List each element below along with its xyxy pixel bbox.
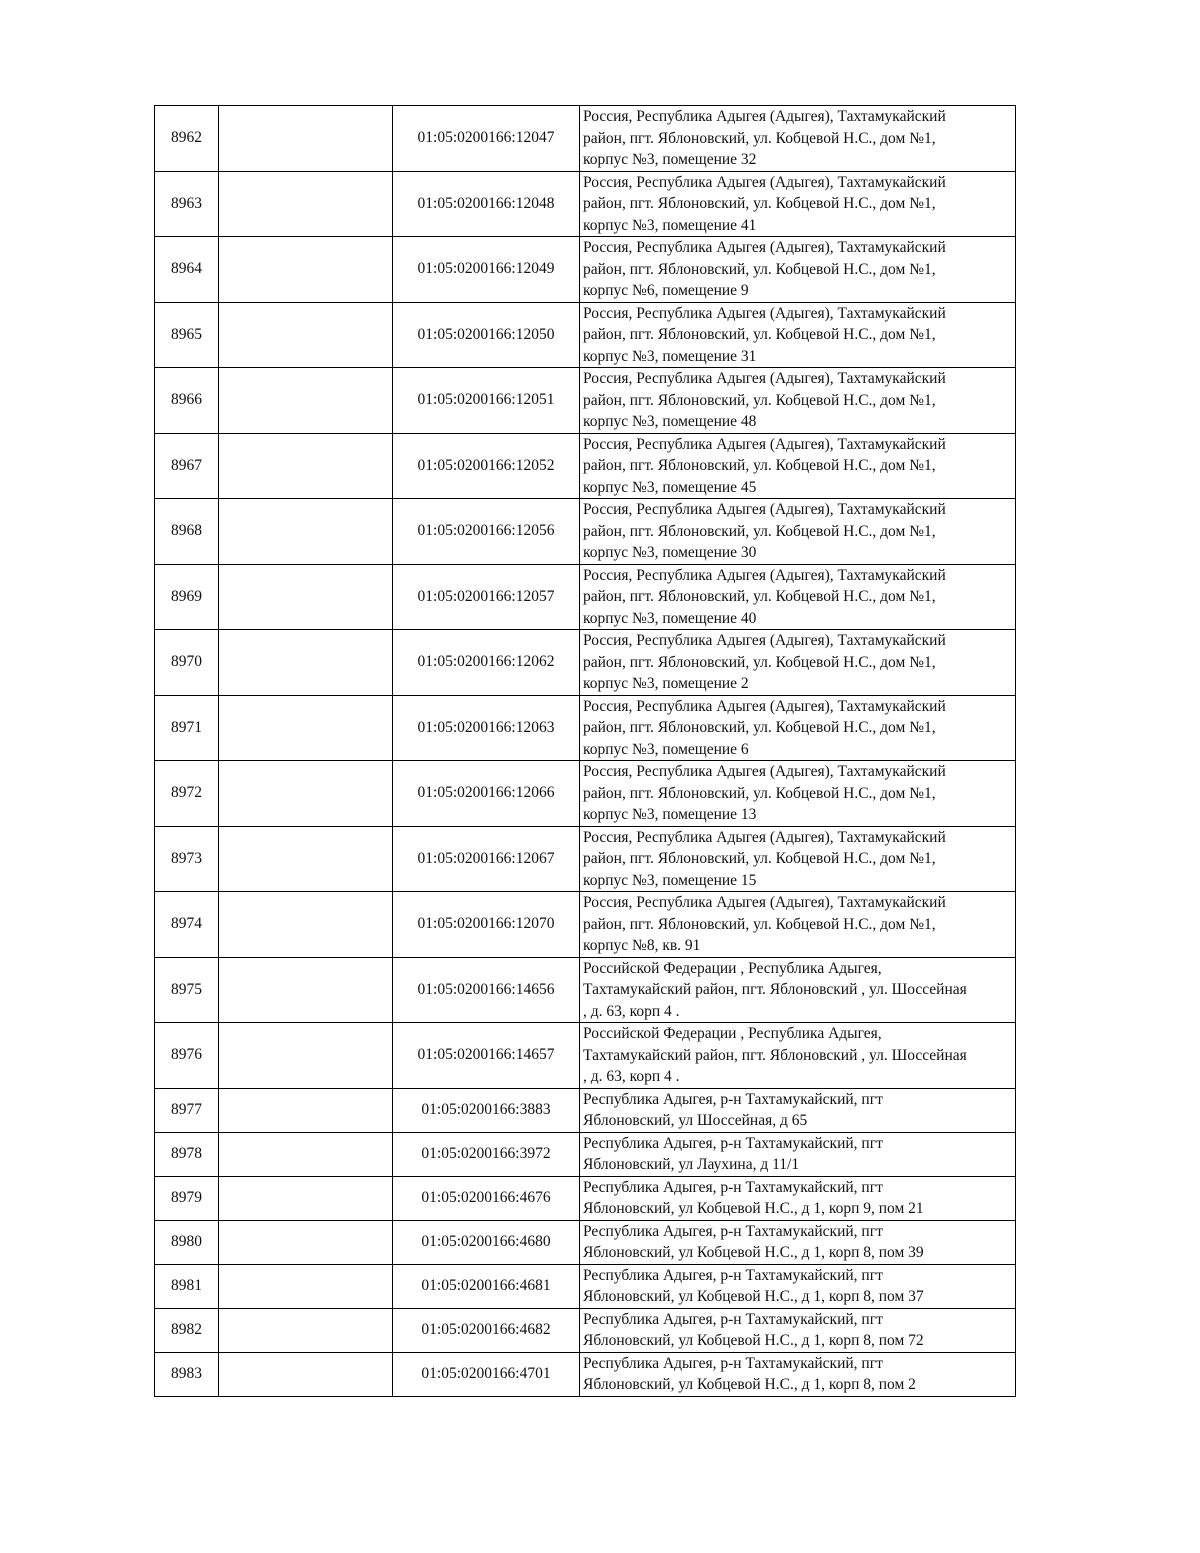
address-cell: Россия, Республика Адыгея (Адыгея), Тахтамукайский район, пгт. Яблоновский, ул. Кобцевой Н.С., дом №1, корпус №3, помещение 32 (580, 106, 1016, 172)
blank-cell (219, 630, 393, 696)
blank-cell (219, 564, 393, 630)
address-cell: Республика Адыгея, р-н Тахтамукайский, пгт Яблоновский, ул Шоссейная, д 65 (580, 1088, 1016, 1132)
address-cell: Россия, Республика Адыгея (Адыгея), Тахтамукайский район, пгт. Яблоновский, ул. Кобцевой Н.С., дом №1, корпус №3, помещение 31 (580, 302, 1016, 368)
cadastral-number-cell: 01:05:0200166:12066 (393, 761, 580, 827)
table-row (155, 106, 1016, 172)
cadastral-number-cell: 01:05:0200166:4682 (393, 1308, 580, 1352)
blank-cell (219, 695, 393, 761)
registry-table-body (155, 106, 1016, 1397)
table-row (155, 630, 1016, 696)
cadastral-number-cell: 01:05:0200166:12050 (393, 302, 580, 368)
blank-cell (219, 1176, 393, 1220)
blank-cell (219, 1352, 393, 1396)
row-number-cell: 8973 (155, 826, 219, 892)
cadastral-number-cell: 01:05:0200166:14656 (393, 957, 580, 1023)
row-number-cell: 8969 (155, 564, 219, 630)
address-cell: Россия, Республика Адыгея (Адыгея), Тахтамукайский район, пгт. Яблоновский, ул. Кобцевой Н.С., дом №1, корпус №3, помещение 6 (580, 695, 1016, 761)
address-cell: Республика Адыгея, р-н Тахтамукайский, пгт Яблоновский, ул Кобцевой Н.С., д 1, корп 9, пом 21 (580, 1176, 1016, 1220)
cadastral-number-cell: 01:05:0200166:4701 (393, 1352, 580, 1396)
table-row (155, 761, 1016, 827)
address-cell: Россия, Республика Адыгея (Адыгея), Тахтамукайский район, пгт. Яблоновский, ул. Кобцевой Н.С., дом №1, корпус №3, помещение 30 (580, 499, 1016, 565)
blank-cell (219, 1264, 393, 1308)
address-cell: Россия, Республика Адыгея (Адыгея), Тахтамукайский район, пгт. Яблоновский, ул. Кобцевой Н.С., дом №1, корпус №3, помещение 41 (580, 171, 1016, 237)
table-row (155, 892, 1016, 958)
row-number-cell: 8962 (155, 106, 219, 172)
table-row (155, 1264, 1016, 1308)
cadastral-number-cell: 01:05:0200166:3972 (393, 1132, 580, 1176)
blank-cell (219, 826, 393, 892)
cadastral-number-cell: 01:05:0200166:4676 (393, 1176, 580, 1220)
cadastral-number-cell: 01:05:0200166:12048 (393, 171, 580, 237)
blank-cell (219, 499, 393, 565)
address-cell: Республика Адыгея, р-н Тахтамукайский, пгт Яблоновский, ул Лаухина, д 11/1 (580, 1132, 1016, 1176)
table-row (155, 171, 1016, 237)
cadastral-number-cell: 01:05:0200166:12057 (393, 564, 580, 630)
row-number-cell: 8981 (155, 1264, 219, 1308)
address-cell: Россия, Республика Адыгея (Адыгея), Тахтамукайский район, пгт. Яблоновский, ул. Кобцевой Н.С., дом №1, корпус №3, помещение 48 (580, 368, 1016, 434)
table-row (155, 499, 1016, 565)
row-number-cell: 8964 (155, 237, 219, 303)
cadastral-number-cell: 01:05:0200166:3883 (393, 1088, 580, 1132)
table-row (155, 1308, 1016, 1352)
blank-cell (219, 237, 393, 303)
table-row (155, 695, 1016, 761)
cadastral-number-cell: 01:05:0200166:12047 (393, 106, 580, 172)
blank-cell (219, 1220, 393, 1264)
blank-cell (219, 1088, 393, 1132)
table-row (155, 1176, 1016, 1220)
table-row (155, 1220, 1016, 1264)
cadastral-number-cell: 01:05:0200166:14657 (393, 1023, 580, 1089)
row-number-cell: 8968 (155, 499, 219, 565)
cadastral-number-cell: 01:05:0200166:12052 (393, 433, 580, 499)
cadastral-number-cell: 01:05:0200166:12070 (393, 892, 580, 958)
address-cell: Россия, Республика Адыгея (Адыгея), Тахтамукайский район, пгт. Яблоновский, ул. Кобцевой Н.С., дом №1, корпус №3, помещение 15 (580, 826, 1016, 892)
blank-cell (219, 1132, 393, 1176)
table-row (155, 957, 1016, 1023)
table-row (155, 1023, 1016, 1089)
cadastral-number-cell: 01:05:0200166:12063 (393, 695, 580, 761)
address-cell: Российской Федерации , Республика Адыгея, Тахтамукайский район, пгт. Яблоновский , ул. Шоссейная , д. 63, корп 4 . (580, 1023, 1016, 1089)
table-row (155, 1352, 1016, 1396)
row-number-cell: 8977 (155, 1088, 219, 1132)
row-number-cell: 8970 (155, 630, 219, 696)
row-number-cell: 8975 (155, 957, 219, 1023)
row-number-cell: 8979 (155, 1176, 219, 1220)
table-row (155, 1132, 1016, 1176)
blank-cell (219, 892, 393, 958)
table-row (155, 302, 1016, 368)
table-row (155, 433, 1016, 499)
address-cell: Республика Адыгея, р-н Тахтамукайский, пгт Яблоновский, ул Кобцевой Н.С., д 1, корп 8, пом 72 (580, 1308, 1016, 1352)
blank-cell (219, 1308, 393, 1352)
property-registry-table (154, 105, 1016, 1397)
address-cell: Россия, Республика Адыгея (Адыгея), Тахтамукайский район, пгт. Яблоновский, ул. Кобцевой Н.С., дом №1, корпус №3, помещение 40 (580, 564, 1016, 630)
table-row (155, 1088, 1016, 1132)
cadastral-number-cell: 01:05:0200166:4680 (393, 1220, 580, 1264)
row-number-cell: 8971 (155, 695, 219, 761)
address-cell: Россия, Республика Адыгея (Адыгея), Тахтамукайский район, пгт. Яблоновский, ул. Кобцевой Н.С., дом №1, корпус №6, помещение 9 (580, 237, 1016, 303)
row-number-cell: 8976 (155, 1023, 219, 1089)
cadastral-number-cell: 01:05:0200166:12056 (393, 499, 580, 565)
address-cell: Россия, Республика Адыгея (Адыгея), Тахтамукайский район, пгт. Яблоновский, ул. Кобцевой Н.С., дом №1, корпус №3, помещение 13 (580, 761, 1016, 827)
cadastral-number-cell: 01:05:0200166:12051 (393, 368, 580, 434)
blank-cell (219, 368, 393, 434)
blank-cell (219, 761, 393, 827)
address-cell: Республика Адыгея, р-н Тахтамукайский, пгт Яблоновский, ул Кобцевой Н.С., д 1, корп 8, пом 39 (580, 1220, 1016, 1264)
table-row (155, 564, 1016, 630)
cadastral-number-cell: 01:05:0200166:4681 (393, 1264, 580, 1308)
row-number-cell: 8966 (155, 368, 219, 434)
blank-cell (219, 957, 393, 1023)
row-number-cell: 8974 (155, 892, 219, 958)
blank-cell (219, 302, 393, 368)
row-number-cell: 8980 (155, 1220, 219, 1264)
address-cell: Республика Адыгея, р-н Тахтамукайский, пгт Яблоновский, ул Кобцевой Н.С., д 1, корп 8, пом 2 (580, 1352, 1016, 1396)
cadastral-number-cell: 01:05:0200166:12067 (393, 826, 580, 892)
row-number-cell: 8965 (155, 302, 219, 368)
address-cell: Российской Федерации , Республика Адыгея, Тахтамукайский район, пгт. Яблоновский , ул. Шоссейная , д. 63, корп 4 . (580, 957, 1016, 1023)
table-row (155, 826, 1016, 892)
address-cell: Россия, Республика Адыгея (Адыгея), Тахтамукайский район, пгт. Яблоновский, ул. Кобцевой Н.С., дом №1, корпус №3, помещение 45 (580, 433, 1016, 499)
table-row (155, 237, 1016, 303)
row-number-cell: 8963 (155, 171, 219, 237)
blank-cell (219, 433, 393, 499)
address-cell: Россия, Республика Адыгея (Адыгея), Тахтамукайский район, пгт. Яблоновский, ул. Кобцевой Н.С., дом №1, корпус №8, кв. 91 (580, 892, 1016, 958)
row-number-cell: 8967 (155, 433, 219, 499)
table-row (155, 368, 1016, 434)
cadastral-number-cell: 01:05:0200166:12049 (393, 237, 580, 303)
blank-cell (219, 106, 393, 172)
address-cell: Республика Адыгея, р-н Тахтамукайский, пгт Яблоновский, ул Кобцевой Н.С., д 1, корп 8, пом 37 (580, 1264, 1016, 1308)
address-cell: Россия, Республика Адыгея (Адыгея), Тахтамукайский район, пгт. Яблоновский, ул. Кобцевой Н.С., дом №1, корпус №3, помещение 2 (580, 630, 1016, 696)
blank-cell (219, 171, 393, 237)
row-number-cell: 8982 (155, 1308, 219, 1352)
row-number-cell: 8983 (155, 1352, 219, 1396)
cadastral-number-cell: 01:05:0200166:12062 (393, 630, 580, 696)
blank-cell (219, 1023, 393, 1089)
row-number-cell: 8978 (155, 1132, 219, 1176)
row-number-cell: 8972 (155, 761, 219, 827)
